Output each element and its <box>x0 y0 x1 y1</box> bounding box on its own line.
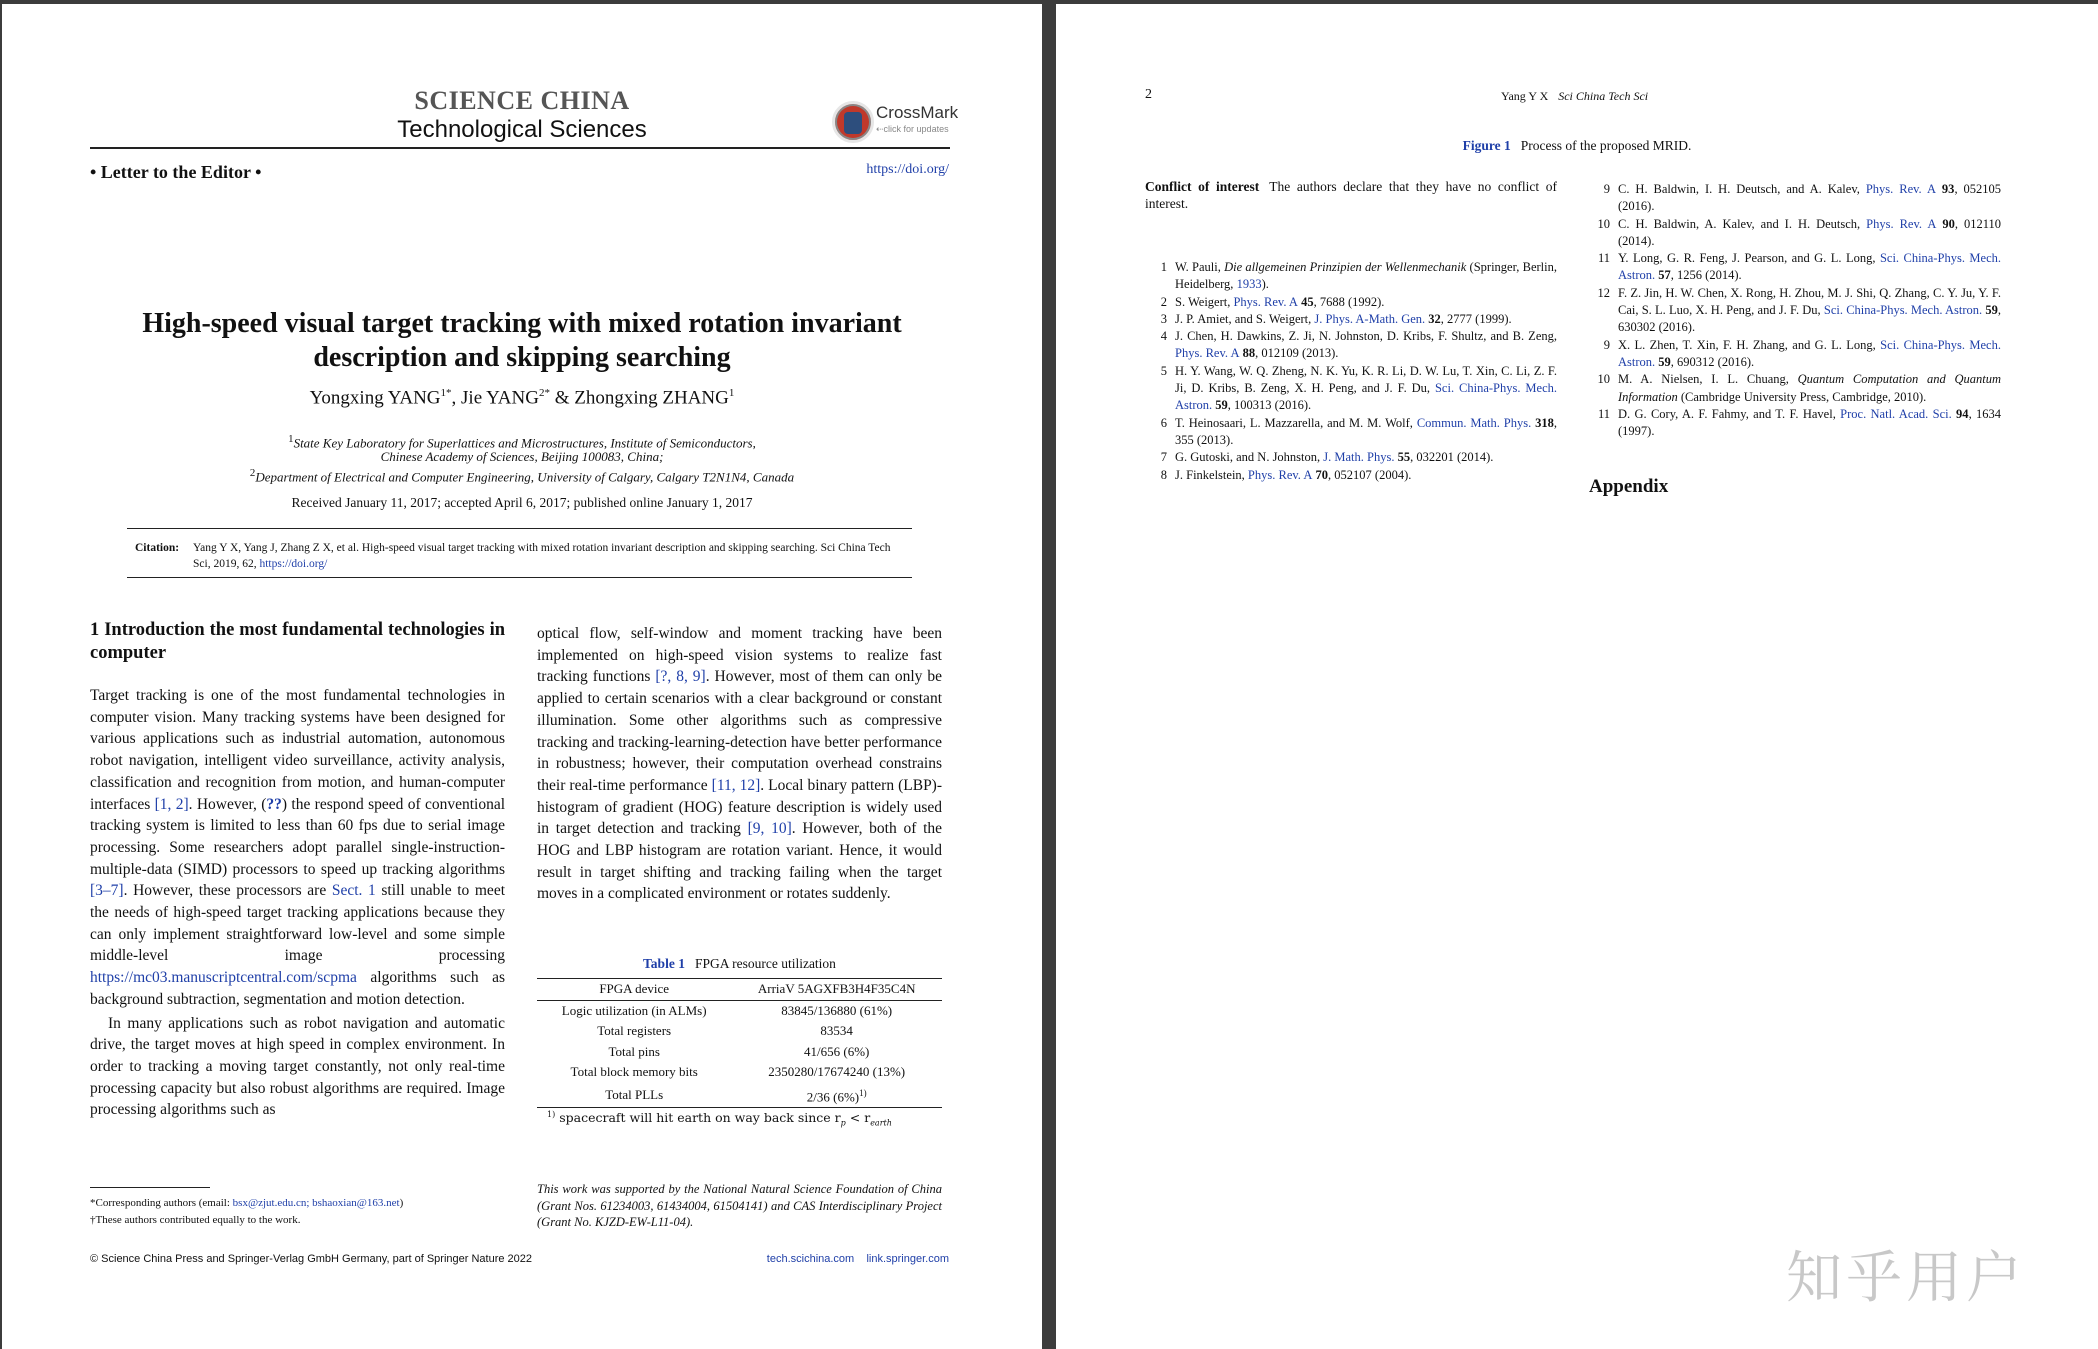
sect-1-link[interactable]: Sect. 1 <box>331 882 376 900</box>
reference-journal-link[interactable]: Sci. China-Phys. Mech. Astron. <box>1175 381 1558 413</box>
reference-item: 8 J. Finkelstein, Phys. Rev. A 70, 052107 (2004). <box>1160 467 1412 482</box>
crossmark-badge[interactable] <box>832 99 972 143</box>
affiliation-1-cont: Chinese Academy of Sciences, Beijing 100083, China; <box>380 449 664 464</box>
reference-journal-link[interactable]: Sci. China-Phys. Mech. Astron. <box>1618 251 2001 283</box>
reference-journal-link[interactable]: Commun. Math. Phys. <box>1416 415 1532 430</box>
manuscript-url[interactable]: https://mc03.manuscriptcentral.com/scpma <box>90 969 357 987</box>
intro-paragraph-2: In many applications such as robot navigation and automatic drive, the target moves at high speed in complex environment. In order to tracking a moving target constantly, not only real-time processing capacity but also robust algorithms are required. Image processing algorithms such as <box>90 1014 505 1119</box>
watermark: 知乎用户 <box>1786 1246 2026 1311</box>
reference-item: 11 Y. Long, G. R. Feng, J. Pearson, and G. L. Long, Sci. China-Phys. Mech. Astron. 57, 1256 (2014). <box>1597 251 2001 283</box>
left-column <box>90 619 505 1121</box>
crossmark-sublabel: ⇠click for updates <box>876 124 949 134</box>
author-name: Jie YANG <box>461 387 539 409</box>
table-row: Total registers 83534 <box>597 1023 853 1038</box>
paper-title: High-speed visual target tracking with mixed rotation invariant description and skipping searching <box>142 308 902 373</box>
footnote-equal-contribution: †These authors contributed equally to the work. <box>90 1214 301 1226</box>
reference-journal-link[interactable]: Phys. Rev. A <box>1247 467 1313 482</box>
table-header: FPGA device <box>537 979 731 1001</box>
author-list: Yongxing $YANG^{1*}$, Jie $YANG^{2*}$ & Zhongxing ZHANG$^1$ <box>309 387 735 409</box>
reference-item: 1 W. Pauli, Die allgemeinen Prinzipien der Wellenmechanik (Springer, Berlin, Heidelberg, 1933). <box>1160 260 1557 292</box>
citation-rule-bottom <box>127 577 912 578</box>
author-name: Yongxing YANG <box>309 387 441 409</box>
journal-subtitle: Technological Sciences <box>397 116 647 143</box>
figure-1-caption: Figure 1 Process of the proposed MRID. <box>1462 138 1692 153</box>
page-2 <box>1056 4 2098 1349</box>
reference-journal-link[interactable]: Phys. Rev. A <box>1233 294 1298 309</box>
reference-item: 6 T. Heinosaari, L. Mazzarella, and M. M. Wolf, Commun. Math. Phys. 318, 355 (2013). <box>1160 415 1558 447</box>
references-left <box>1145 259 1557 484</box>
reference-journal-link[interactable]: Sci. China-Phys. Mech. Astron. <box>1618 337 2001 369</box>
table-row: Total pins 41/656 (6%) <box>608 1043 870 1059</box>
reference-item: 10 C. H. Baldwin, A. Kalev, and I. H. Deutsch, Phys. Rev. A 90, 012110 (2014). <box>1597 216 2001 248</box>
reference-journal-link[interactable]: Sci. China-Phys. Mech. Astron. <box>1823 303 1983 318</box>
reference-journal-link[interactable]: Phys. Rev. A <box>1865 182 1936 196</box>
author-name: Zhongxing ZHANG <box>574 387 729 409</box>
reference-item: 12 F. Z. Jin, H. W. Chen, X. Rong, H. Zhou, M. J. Shi, Q. Zhang, C. Y. Ju, Y. F. Cai, S. L. Luo, X. H. Peng, and J. F. Du, Sci. China-Phys. Mech. Astron. 59, 630302 (2016). <box>1597 285 2002 335</box>
reference-journal-link[interactable]: J. Math. Phys. <box>1323 450 1395 465</box>
footnote-corresponding: *Corresponding authors (email: bsx@zjut.edu.cn; bshaoxian@163.net) <box>90 1197 404 1209</box>
table-row: Total PLLs 2/36 $(6\%)^{1)}$ <box>537 1083 942 1108</box>
email-links[interactable]: bsx@zjut.edu.cn; bshaoxian@163.net <box>232 1197 400 1209</box>
page-1 <box>2 4 1042 1349</box>
springer-link[interactable]: link.springer.com <box>866 1253 949 1265</box>
fpga-resource-table <box>537 978 942 1108</box>
ref-3-7[interactable]: [3–7] <box>90 882 124 900</box>
footnote-rule <box>90 1187 210 1188</box>
reference-item: 4 J. Chen, H. Dawkins, Z. Ji, N. Johnston, D. Kribs, F. Shultz, and B. Zeng, Phys. Rev. A 88, 012109 (2013). <box>1160 329 1557 361</box>
header-rule <box>90 147 950 149</box>
conflict-of-interest: Conflict of interest The authors declare that they have no conflict of interest. <box>1145 179 1557 211</box>
reference-item: 3 J. P. Amiet, and S. Weigert, J. Phys. A-Math. Gen. 32, 2777 (1999). <box>1160 311 1512 326</box>
reference-journal-link[interactable]: Phys. Rev. A <box>1175 346 1240 361</box>
reference-journal-link[interactable]: Phys. Rev. A <box>1866 216 1937 231</box>
table-1-caption: Table 1 FPGA resource utilization <box>643 956 836 971</box>
reference-journal-link[interactable]: J. Phys. A-Math. Gen. <box>1314 311 1426 326</box>
funding-note: This work was supported by the National Natural Science Foundation of China (Grant Nos. 61234003, 61434004, 61504141) and CAS Interdisciplinary Project (Grant No. KJZD-EW-L11-04). <box>537 1182 942 1229</box>
reference-journal-link[interactable]: Proc. Natl. Acad. Sci. <box>1840 406 1952 421</box>
intro-paragraph-3: optical flow, self-window and moment tracking have been implemented on high-speed vision systems to realize fast tracking functions [?, 8, 9]. However, most of them can only be applied to certain scenarios with a clear background or constant illumination. Some other algorithms such as compressive tracking and tracking-learning-detection have better performance in robustness; however, their computation overhead constrains their real-time performance [11, 12]. Local binary pattern (LBP)-histogram of gradient (HOG) feature description is widely used in target detection and tracking [9, 10]. However, both of the HOG and LBP histogram are rotation variant. Hence, it would result in target shifting and tracking failing when the target moves in a complicated environment or rotates suddenly. <box>537 625 943 903</box>
intro-paragraph-1: Target tracking is one of the most fundamental technologies in computer vision. Many tracking systems have been designed for various applications such as industrial automation, autonomous robot navigation, intelligent video surveillance, activity analysis, classification and recognition from motion, and human-computer interfaces [1, 2]. However, (??) the respond speed of conventional tracking system is limited to less than 60 fps due to serial image processing. Some researchers adopt parallel single-instruction-multiple-data (SIMD) processors to speed up tracking algorithms [3–7]. However, these processors are Sect. 1 still unable to meet the needs of high-speed target tracking applications because they can only implement straightforward low-level and some simple middle-level image processing https://mc03.manuscriptcentral.com/scpma algorithms such as background subtraction, segmentation and motion detection. <box>90 687 506 1008</box>
crossmark-label: CrossMark <box>876 103 959 122</box>
copyright-footer: © Science China Press and Springer-Verlag GmbH Germany, part of Springer Nature 2022 <box>90 1253 533 1265</box>
ref-11-12[interactable]: [11, 12] <box>711 776 761 794</box>
article-type: • Letter to the Editor • <box>90 162 262 182</box>
citation-label: Citation: <box>135 542 180 554</box>
ref-8-9[interactable]: [?, 8, 9] <box>655 668 706 686</box>
footer-links <box>767 1253 949 1265</box>
table-footnote: $^{1)}$ spacecraft will hit earth on way back since $r_p < r_{earth}$ <box>547 1110 892 1128</box>
reference-item: 10 M. A. Nielsen, I. L. Chuang, Quantum Computation and Quantum Information (Cambridge University Press, Cambridge, 2010). <box>1597 372 2001 404</box>
reference-item: 5 H. Y. Wang, W. Q. Zheng, N. K. Yu, K. R. Li, D. W. Lu, T. Xin, C. Li, Z. F. Ji, D. Kribs, B. Zeng, X. H. Peng, and J. F. Du, Sci. China-Phys. Mech. Astron. 59, 100313 (2016). <box>1160 363 1558 413</box>
ref-9-10[interactable]: [9, 10] <box>747 820 792 838</box>
table-row: Logic utilization (in ALMs) 83845/136880 (61%) <box>561 1002 893 1018</box>
doi-link[interactable]: https://doi.org/ <box>866 162 949 177</box>
appendix-heading: Appendix <box>1589 476 1669 497</box>
ref-1-2[interactable]: [1, 2] <box>154 795 189 813</box>
right-column <box>537 623 942 905</box>
reference-item: 7 G. Gutoski, and N. Johnston, J. Math. Phys. 55, 032201 (2014). <box>1160 450 1494 465</box>
table-header: ArriaV 5AGXFB3H4F35C4N <box>731 979 942 1001</box>
reference-item: 9 C. H. Baldwin, I. H. Deutsch, and A. Kalev, Phys. Rev. A 93, 052105 (2016). <box>1603 182 2002 214</box>
crossmark-icon <box>832 101 874 143</box>
journal-name: SCIENCE CHINA <box>414 86 630 115</box>
ref-unknown[interactable]: ?? <box>266 795 282 813</box>
received-dates: Received January 11, 2017; accepted April 6, 2017; published online January 1, 2017 <box>291 495 753 510</box>
reference-item: 9 X. L. Zhen, T. Xin, F. H. Zhang, and G. L. Long, Sci. China-Phys. Mech. Astron. 59, 690312 (2016). <box>1603 337 2001 369</box>
citation-doi-link[interactable]: https://doi.org/ <box>259 558 328 570</box>
table-row: Total block memory bits 2350280/17674240 (13%) <box>570 1064 906 1079</box>
reference-item: 11 D. G. Cory, A. F. Fahmy, and T. F. Havel, Proc. Natl. Acad. Sci. 94, 1634 (1997). <box>1597 406 2002 439</box>
reference-item: 2 S. Weigert, Phys. Rev. A 45, 7688 (1992). <box>1160 294 1385 309</box>
references-right <box>1588 181 2001 440</box>
running-head: Yang Y X Sci China Tech Sci <box>1501 89 1649 103</box>
citation-text: Yang Y X, Yang J, Zhang Z X, et al. High-speed visual target tracking with mixed rotation invariant description and skipping searching. Sci China Tech Sci, 2019, 62, <box>193 542 891 570</box>
reference-journal-link[interactable]: 1933 <box>1236 277 1262 292</box>
affiliation-1: $^1$State Key Laboratory for Superlattices and Microstructures, Institute of Semiconductors, <box>288 433 756 451</box>
page-number: 2 <box>1145 87 1152 102</box>
scichina-link[interactable]: tech.scichina.com <box>766 1253 855 1265</box>
citation-rule-top <box>127 528 912 529</box>
section-1-title: 1 Introduction the most fundamental technologies in computer <box>90 620 505 663</box>
affiliation-2: $^2$Department of Electrical and Computer Engineering, University of Calgary, Calgary T2N1N4, Canada <box>249 467 795 485</box>
